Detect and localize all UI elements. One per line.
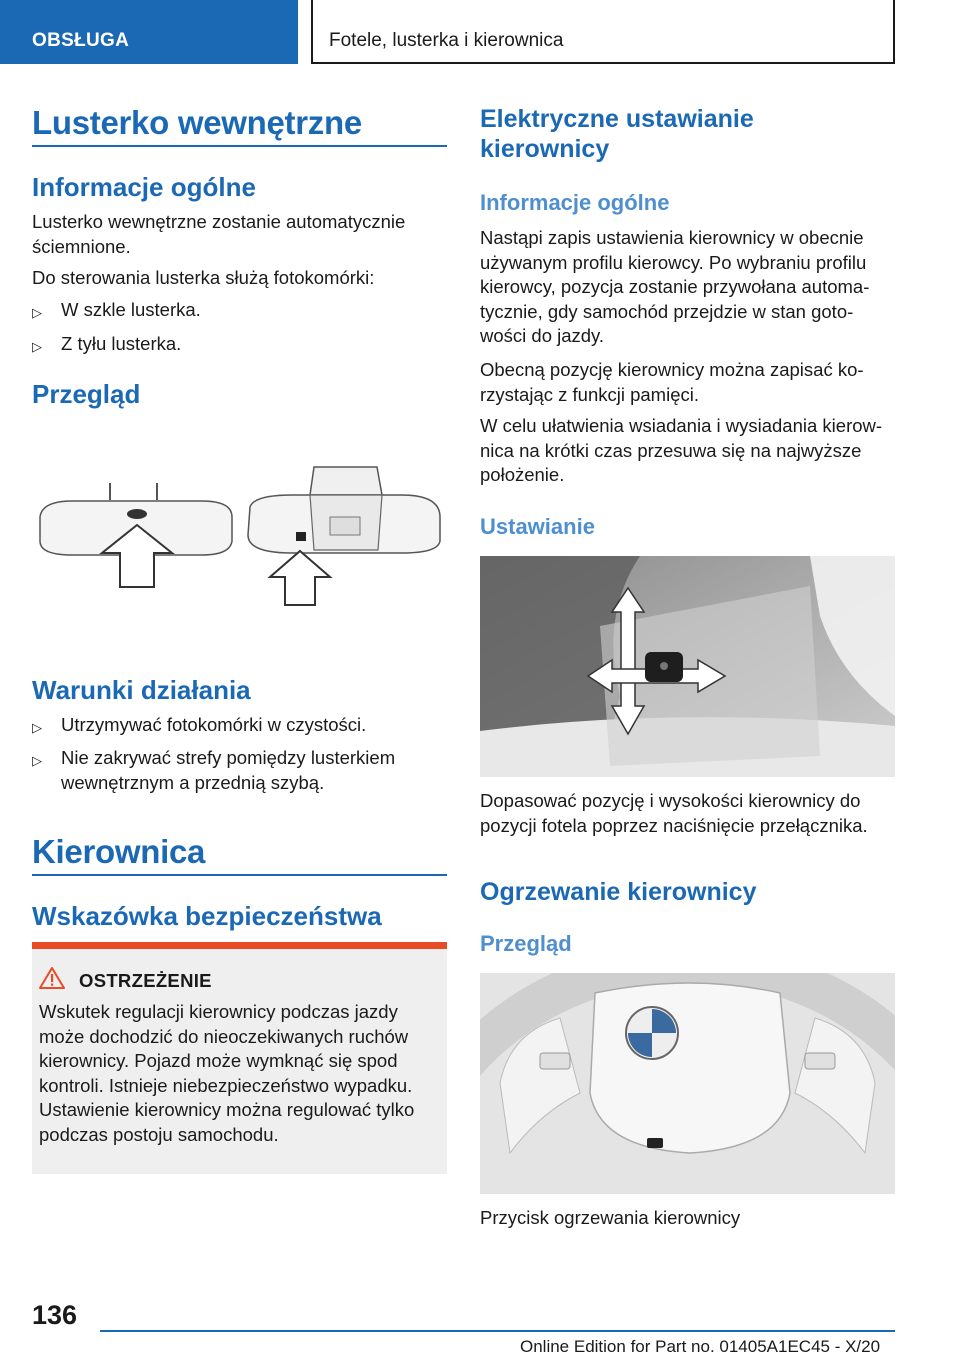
right-paragraph-1: Nastąpi zapis ustawienia kierownicy w obecnie używanym profilu kierowcy. Po wybraniu profilu kierowcy, pozycja zostanie przywołana automa-tycznie, gdy samochód przejdzie w stan goto-wości do jazdy. [480,227,870,346]
bullet-triangle-icon: ▷ [32,339,42,354]
adjust-title: Ustawianie [480,514,595,539]
warning-box [32,942,447,1174]
general-paragraph-1: Lusterko wewnętrzne zostanie automatycznie ściemnione. [32,211,406,257]
heating-overview-title: Przegląd [480,931,572,956]
conditions-title: Warunki działania [32,675,251,705]
right-paragraph-2: Obecną pozycję kierownicy można zapisać ko-rzystając z funkcji pamięci. [480,359,864,405]
header-section-label: OBSŁUGA [32,30,130,51]
list-item [32,332,447,357]
heating-caption: Przycisk ogrzewania kierownicy [480,1207,741,1228]
list-item [32,298,447,323]
adjust-caption: Dopasować pozycję i wysokości kierownicy do pozycji fotela poprzez naciśnięcie przełącznika. [480,790,868,836]
list-item-text: W szkle lusterka. [61,299,201,320]
mirror-title: Lusterko wewnętrzne [32,104,362,141]
right-general-title: Informacje ogólne [480,190,670,215]
list-item [32,713,447,738]
mirror-illustration [32,455,447,615]
bullet-triangle-icon: ▷ [32,720,42,735]
bullet-triangle-icon: ▷ [32,305,42,320]
electric-adjust-title: Elektryczne ustawianie kierownicy [480,105,754,163]
safety-title: Wskazówka bezpieczeństwa [32,901,382,931]
header-section-tab [0,0,298,64]
title-rule [32,874,447,876]
right-paragraph-3: W celu ułatwienia wsiadania i wysiadania kierow-nica na krótki czas przesuwa się na najwyższe położenie. [480,415,883,485]
heating-title: Ogrzewanie kierownicy [480,878,757,906]
list-item-text: Nie zakrywać strefy pomiędzy lusterkiem wewnętrznym a przednią szybą. [61,747,396,793]
steering-wheel-photo [480,973,895,1194]
steering-title: Kierownica [32,833,206,870]
header-chapter-label: Fotele, lusterka i kierownica [329,30,564,51]
title-rule [32,145,447,147]
adjust-switch-photo [480,556,895,777]
warning-triangle-icon [39,966,65,990]
list-item-text: Z tyłu lusterka. [61,333,182,354]
list-item-text: Utrzymywać fotokomórki w czystości. [61,714,367,735]
warning-bar [32,942,447,949]
page-number: 136 [32,1300,78,1330]
footer-rule [100,1330,895,1332]
general-info-title: Informacje ogólne [32,172,256,202]
overview-title: Przegląd [32,379,141,409]
header-chapter-box [311,0,895,64]
footer-edition: Online Edition for Part no. 01405A1EC45 - X/20 [520,1337,881,1356]
warning-text: Wskutek regulacji kierownicy podczas jazdy może dochodzić do nieoczekiwanych ruchów kierownicy. Pojazd może wymknąć się spod kontroli. Istnieje niebezpieczeństwo wypadku. Ustawienie kierownicy można regulować tylko podczas postoju samochodu. [39,1001,415,1145]
general-paragraph-2: Do sterowania lusterka służą fotokomórki: [32,267,375,288]
bullet-triangle-icon: ▷ [32,753,42,768]
list-item [32,746,432,795]
warning-label: OSTRZEŻENIE [79,970,212,991]
